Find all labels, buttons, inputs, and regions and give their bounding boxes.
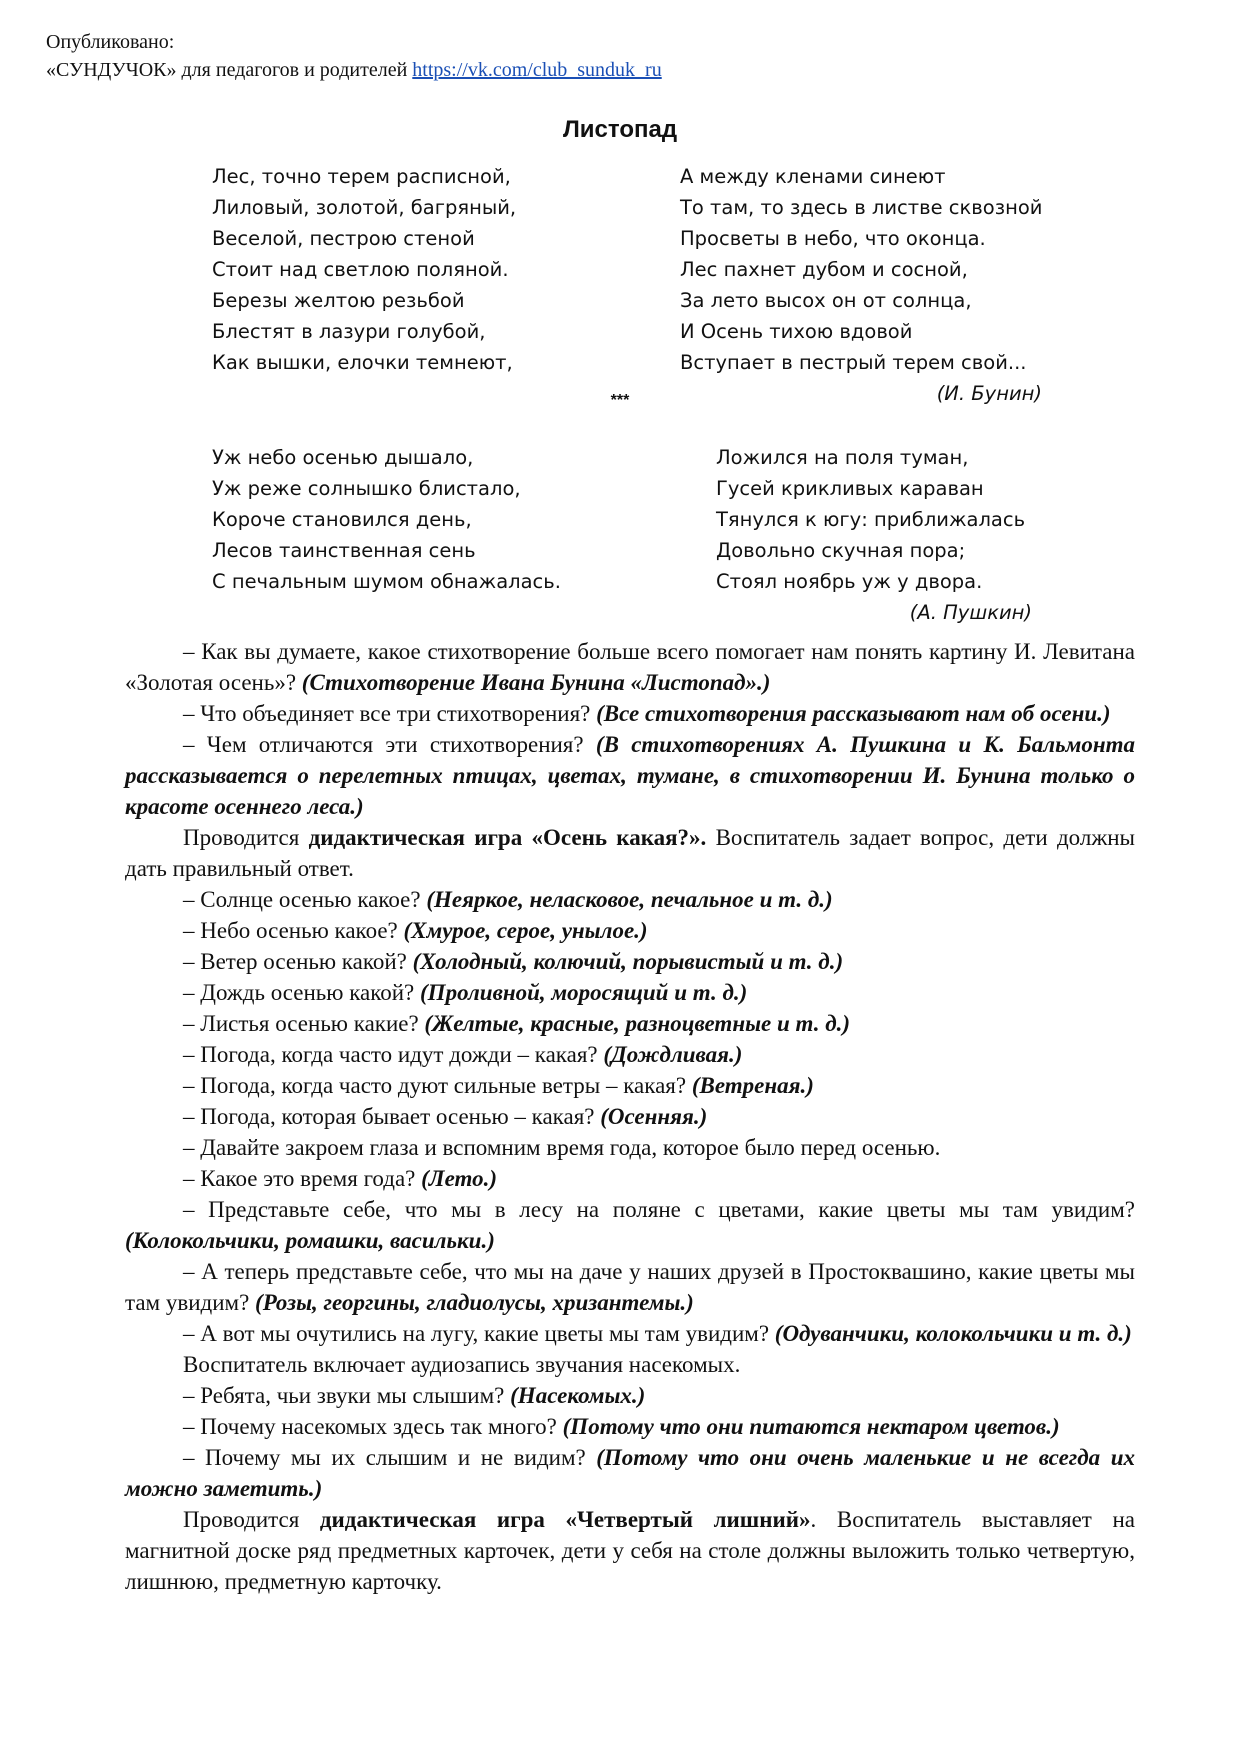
poem-line: Как вышки, елочки темнеют, bbox=[212, 351, 513, 374]
poem-line: За лето высох он от солнца, bbox=[680, 289, 972, 312]
answer-text: (Розы, георгины, гладиолусы, хризантемы.) bbox=[255, 1290, 694, 1315]
paragraph bbox=[125, 1256, 1135, 1318]
poem-author: (И. Бунин) bbox=[936, 382, 1042, 405]
answer-text: (Дождливая.) bbox=[603, 1042, 743, 1067]
paragraph-text-after: Воспитатель задает вопрос, дети должны дать правильный ответ. bbox=[125, 825, 1135, 881]
publication-header bbox=[46, 28, 662, 84]
paragraph bbox=[125, 977, 1135, 1008]
poem-line: Довольно скучная пора; bbox=[716, 539, 966, 562]
answer-text: (Лето.) bbox=[421, 1166, 497, 1191]
answer-text: (Одуванчики, колокольчики и т. д.) bbox=[774, 1321, 1132, 1346]
paragraph-text: Проводится bbox=[183, 825, 309, 850]
paragraph-text: – Почему мы их слышим и не видим? bbox=[183, 1445, 597, 1470]
poem-line: Веселой, пестрою стеной bbox=[212, 227, 475, 250]
poem-line: А между кленами синеют bbox=[680, 165, 946, 188]
poem-line: Просветы в небо, что оконца. bbox=[680, 227, 986, 250]
paragraph-text: – Что объединяет все три стихотворения? bbox=[183, 701, 597, 726]
paragraph bbox=[125, 636, 1135, 698]
poem-line: Стоит над светлою поляной. bbox=[212, 258, 509, 281]
published-label: Опубликовано: bbox=[46, 31, 175, 53]
paragraph-text: – Давайте закроем глаза и вспомним время года, которое было перед осенью. bbox=[183, 1135, 941, 1160]
paragraph bbox=[125, 1070, 1135, 1101]
paragraph-text: – А вот мы очутились на лугу, какие цветы мы там увидим? bbox=[183, 1321, 775, 1346]
poem-line: Стоял ноябрь уж у двора. bbox=[716, 570, 983, 593]
paragraph-text: – Погода, когда часто дуют сильные ветры – какая? bbox=[183, 1073, 692, 1098]
paragraph bbox=[125, 1349, 1135, 1380]
paragraph-text: – Представьте себе, что мы в лесу на поляне с цветами, какие цветы мы там увидим? bbox=[183, 1197, 1135, 1222]
answer-text: (Насекомых.) bbox=[510, 1383, 646, 1408]
answer-text: (Проливной, моросящий и т. д.) bbox=[420, 980, 748, 1005]
poem-line: Лес, точно терем расписной, bbox=[212, 165, 511, 188]
answer-text: (Ветреная.) bbox=[691, 1073, 814, 1098]
answer-text: (В стихотворениях А. Пушкина и К. Бальмонта рассказывается о перелетных птицах, цветах, тумане, в стихотворении И. Бунина только о красоте осеннего леса.) bbox=[125, 732, 1135, 819]
game-name: дидактическая игра «Осень какая?». bbox=[308, 825, 707, 850]
paragraph bbox=[125, 946, 1135, 977]
answer-text: (Потому что они очень маленькие и не всегда их можно заметить.) bbox=[125, 1445, 1135, 1501]
separator-stars: *** bbox=[610, 392, 630, 409]
poem-line: Ложился на поля туман, bbox=[716, 446, 969, 469]
paragraph bbox=[125, 729, 1135, 822]
poem2-left-column bbox=[212, 442, 561, 597]
poem-line: Лесов таинственная сень bbox=[212, 539, 476, 562]
paragraph bbox=[125, 1442, 1135, 1504]
lesson-text bbox=[125, 636, 1135, 1597]
paragraph-text: – Ветер осенью какой? bbox=[183, 949, 413, 974]
answer-text: (Потому что они питаются нектаром цветов.) bbox=[562, 1414, 1060, 1439]
paragraph-text: – Погода, когда часто идут дожди – какая? bbox=[183, 1042, 604, 1067]
paragraph-text: Проводится bbox=[183, 1507, 320, 1532]
poem1-left-column bbox=[212, 161, 516, 378]
paragraph bbox=[125, 1101, 1135, 1132]
answer-text: (Неяркое, неласковое, печальное и т. д.) bbox=[426, 887, 833, 912]
answer-text: (Холодный, колючий, порывистый и т. д.) bbox=[412, 949, 844, 974]
poem-line: Уж реже солнышко блистало, bbox=[212, 477, 521, 500]
paragraph-text: – Почему насекомых здесь так много? bbox=[183, 1414, 563, 1439]
paragraph bbox=[125, 1380, 1135, 1411]
paragraph bbox=[125, 698, 1135, 729]
answer-text: (Хмурое, серое, унылое.) bbox=[403, 918, 648, 943]
poem-line: И Осень тихою вдовой bbox=[680, 320, 913, 343]
answer-text: (Колокольчики, ромашки, васильки.) bbox=[125, 1228, 495, 1253]
paragraph-text: – Какое это время года? bbox=[183, 1166, 422, 1191]
paragraph-text: – Листья осенью какие? bbox=[183, 1011, 425, 1036]
paragraph-text: – Как вы думаете, какое стихотворение больше всего помогает нам понять картину И. Левитана «Золотая осень»? bbox=[125, 639, 1135, 695]
page-title: Листопад bbox=[562, 116, 678, 143]
paragraph bbox=[125, 915, 1135, 946]
paragraph bbox=[125, 1163, 1135, 1194]
poem-line: Гусей крикливых караван bbox=[716, 477, 984, 500]
paragraph-text: – Ребята, чьи звуки мы слышим? bbox=[183, 1383, 511, 1408]
poem-line: Березы желтою резьбой bbox=[212, 289, 465, 312]
answer-text: (Стихотворение Ивана Бунина «Листопад».) bbox=[301, 670, 771, 695]
poem-line: Уж небо осенью дышало, bbox=[212, 446, 474, 469]
paragraph bbox=[125, 884, 1135, 915]
paragraph bbox=[125, 1194, 1135, 1256]
poem-line: Лес пахнет дубом и сосной, bbox=[680, 258, 968, 281]
answer-text: (Все стихотворения рассказывают нам об осени.) bbox=[596, 701, 1111, 726]
poem-author: (А. Пушкин) bbox=[909, 601, 1032, 624]
paragraph-text: – Небо осенью какое? bbox=[183, 918, 404, 943]
paragraph-text: – А теперь представьте себе, что мы на даче у наших друзей в Простоквашино, какие цветы мы там увидим? bbox=[125, 1259, 1135, 1315]
paragraph-text: – Дождь осенью какой? bbox=[183, 980, 421, 1005]
paragraph-text: – Чем отличаются эти стихотворения? bbox=[183, 732, 596, 757]
paragraph bbox=[125, 1132, 1135, 1163]
poem-line: Тянулся к югу: приближалась bbox=[716, 508, 1026, 531]
poem-line: Блестят в лазури голубой, bbox=[212, 320, 486, 343]
paragraph bbox=[125, 822, 1135, 884]
paragraph bbox=[125, 1504, 1135, 1597]
source-prefix: «СУНДУЧОК» для педагогов и родителей bbox=[46, 59, 408, 81]
poem2-right-column bbox=[716, 442, 1032, 628]
answer-text: (Желтые, красные, разноцветные и т. д.) bbox=[424, 1011, 851, 1036]
paragraph-text-after: . Воспитатель выставляет на магнитной доске ряд предметных карточек, дети у себя на столе должны выложить только четвертую, лишнюю, предметную карточку. bbox=[125, 1507, 1135, 1594]
paragraph-text: Воспитатель включает аудиозапись звучания насекомых. bbox=[183, 1352, 741, 1377]
poem-line: Вступает в пестрый терем свой... bbox=[680, 351, 1027, 374]
poem-line: С печальным шумом обнажалась. bbox=[212, 570, 561, 593]
paragraph-text: – Солнце осенью какое? bbox=[183, 887, 427, 912]
game-name: дидактическая игра «Четвертый лишний» bbox=[319, 1507, 811, 1532]
poem1-right-column bbox=[680, 161, 1042, 409]
source-link[interactable]: https://vk.com/club_sunduk_ru bbox=[412, 59, 662, 81]
paragraph bbox=[125, 1318, 1135, 1349]
source-line bbox=[46, 56, 662, 84]
paragraph-text: – Погода, которая бывает осенью – какая? bbox=[183, 1104, 601, 1129]
poem-line: То там, то здесь в листве сквозной bbox=[680, 196, 1043, 219]
poem-line: Лиловый, золотой, багряный, bbox=[212, 196, 517, 219]
paragraph bbox=[125, 1039, 1135, 1070]
paragraph bbox=[125, 1411, 1135, 1442]
paragraph bbox=[125, 1008, 1135, 1039]
answer-text: (Осенняя.) bbox=[600, 1104, 708, 1129]
poem-line: Короче становился день, bbox=[212, 508, 472, 531]
